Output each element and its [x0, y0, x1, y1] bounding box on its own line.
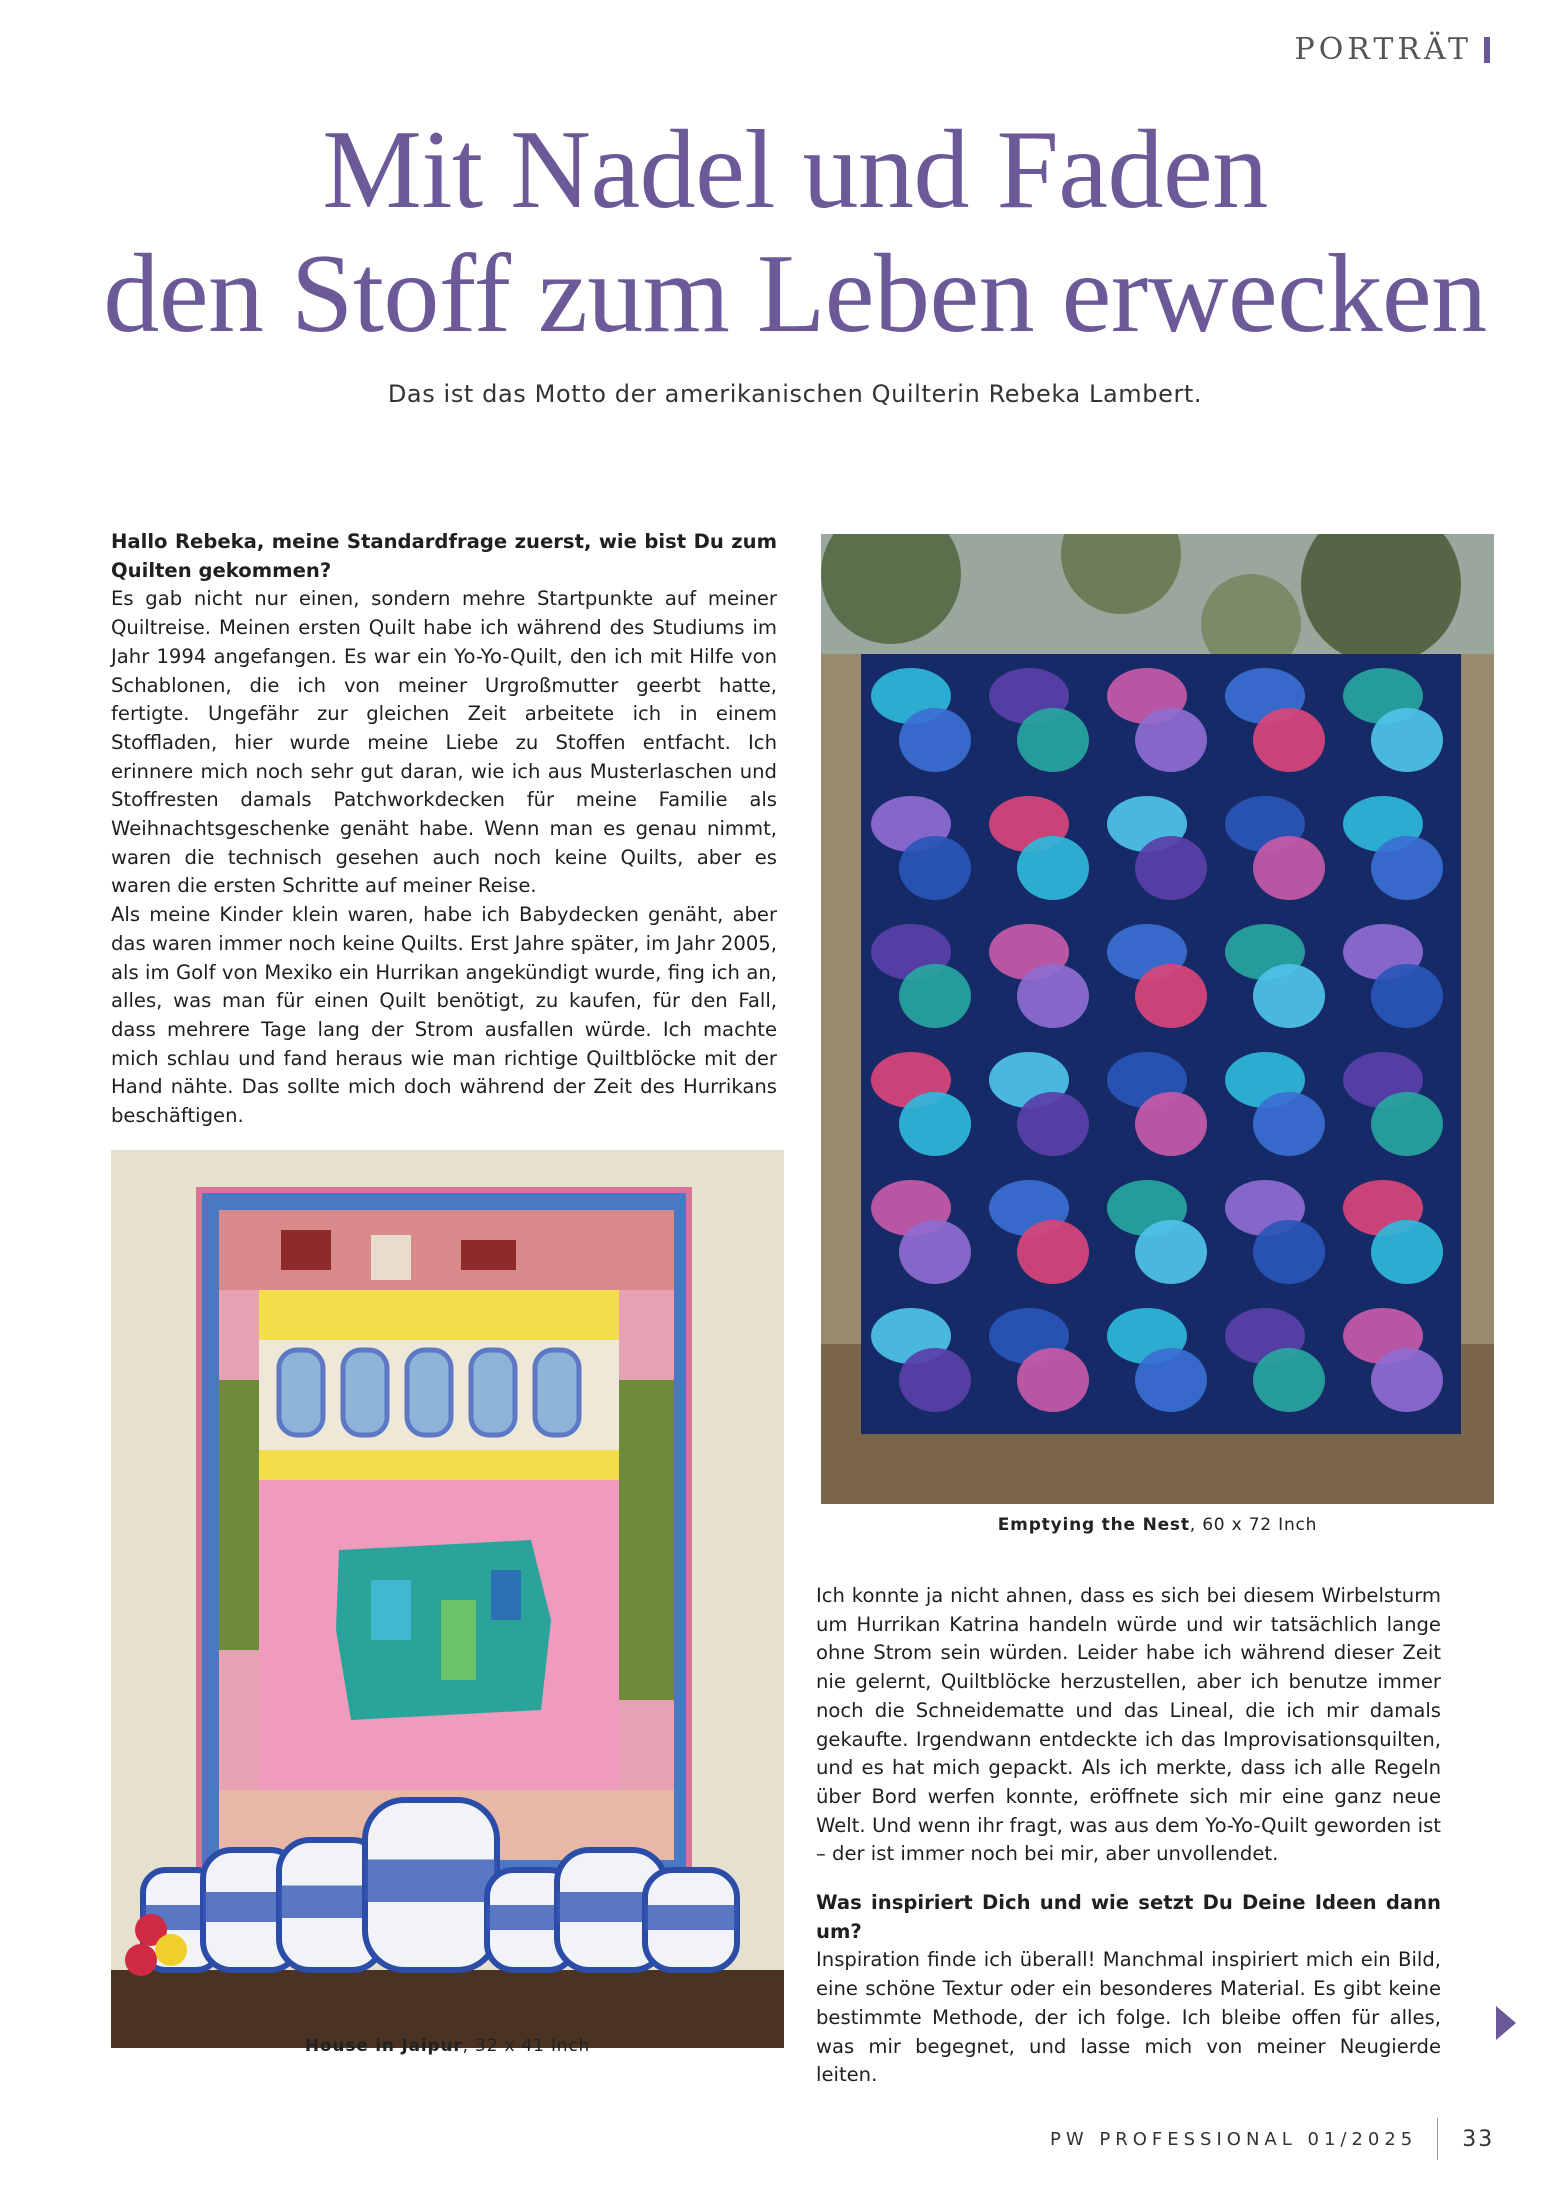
caption-jaipur-size: , 32 x 41 Inch	[462, 2036, 591, 2056]
article-column-left	[111, 528, 777, 1131]
caption-jaipur-title: House in Jaipur	[304, 2036, 463, 2056]
section-label-text: PORTRÄT	[1294, 32, 1472, 67]
caption-emptying-the-nest	[821, 1515, 1494, 1535]
footer-magazine: PW PROFESSIONAL 01/2025	[1050, 2128, 1418, 2150]
continue-arrow-icon	[1496, 2006, 1516, 2040]
photo-house-in-jaipur	[111, 1150, 784, 2048]
quilt-jaipur-illustration	[111, 1150, 784, 2048]
caption-house-in-jaipur	[111, 2036, 784, 2056]
section-label	[1295, 32, 1490, 67]
quilt-nest-illustration	[821, 534, 1494, 1504]
page-number: 33	[1462, 2126, 1495, 2152]
caption-nest-size: , 60 x 72 Inch	[1189, 1515, 1318, 1535]
page-footer	[1050, 2118, 1494, 2160]
answer-1-paragraph-1: Es gab nicht nur einen, sondern mehre Startpunkte auf meiner Quiltreise. Meinen ersten Quilt habe ich während des Studiums im Jahr 1994 angefangen. Es war ein Yo-Yo-Quilt, den ich mit Hilfe von Schablonen, die ich von meiner Urgroßmutter geerbt hatte, fertigte. Ungefähr zur gleichen Zeit arbeitete ich in einem Stoffladen, hier wurde meine Liebe zu Stoffen entfacht. Ich erinnere mich noch sehr gut daran, wie ich aus Musterlaschen und Stoffresten damals Patchworkdecken für meine Familie als Weihnachtsgeschenke genäht habe. Wenn man es genau nimmt, waren die technisch gesehen auch noch keine Quilts, aber es waren die ersten Schritte auf meiner Reise.	[111, 587, 777, 898]
caption-nest-title: Emptying the Nest	[997, 1515, 1190, 1535]
question-1: Hallo Rebeka, meine Standardfrage zuerst, wie bist Du zum Quilten gekommen?	[111, 530, 777, 582]
subtitle: Das ist das Motto der amerikanischen Quilterin Rebeka Lambert.	[387, 380, 1203, 408]
answer-2-paragraph-1: Inspiration finde ich überall! Manchmal inspiriert mich ein Bild, eine schöne Textur oder ein besonderes Material. Es gibt keine bestimmte Methode, der ich folge. Ich bleibe offen für alles, was mir begegnet, und lasse mich von meiner Neugierde leiten.	[816, 1948, 1441, 2087]
answer-1-paragraph-3: Ich konnte ja nicht ahnen, dass es sich bei diesem Wirbelsturm um Hurrikan Katrina handeln würde und wir tatsächlich lange ohne Strom sein würden. Leider habe ich während dieser Zeit nie gelernt, Quiltblöcke herzustellen, aber ich benutze immer noch die Schneidematte und das Lineal, die ich mir damals gekaufte. Irgendwann entdeckte ich das Improvisationsquilten, und es hat mich gepackt. Als ich merkte, dass ich alle Regeln über Bord werfen konnte, eröffnete sich mir eine ganz neue Welt. Und wenn ihr fragt, was aus dem Yo-Yo-Quilt geworden ist – der ist immer noch bei mir, aber unvollendet.	[816, 1584, 1441, 1866]
question-2: Was inspiriert Dich und wie setzt Du Deine Ideen dann um?	[816, 1891, 1441, 1943]
headline-line-1: Mit Nadel und Faden	[322, 108, 1268, 232]
section-bar	[1484, 37, 1490, 63]
headline-line-2: den Stoff zum Leben erwecken	[103, 232, 1487, 356]
article-column-right	[816, 1582, 1441, 2090]
photo-emptying-the-nest	[821, 534, 1494, 1504]
headline	[0, 108, 1550, 356]
answer-1-paragraph-2: Als meine Kinder klein waren, habe ich Babydecken genäht, aber das waren immer noch keine Quilts. Erst Jahre später, im Jahr 2005, als im Golf von Mexiko ein Hurrikan angekündigt wurde, fing ich an, alles, was man für einen Quilt benötigt, zu kaufen, für den Fall, dass mehrere Tage lang der Strom ausfallen würde. Ich machte mich schlau und fand heraus wie man richtige Quiltblöcke mit der Hand nähte. Das sollte mich doch während der Zeit des Hurrikans beschäftigen.	[111, 903, 777, 1128]
footer-divider	[1437, 2118, 1438, 2160]
